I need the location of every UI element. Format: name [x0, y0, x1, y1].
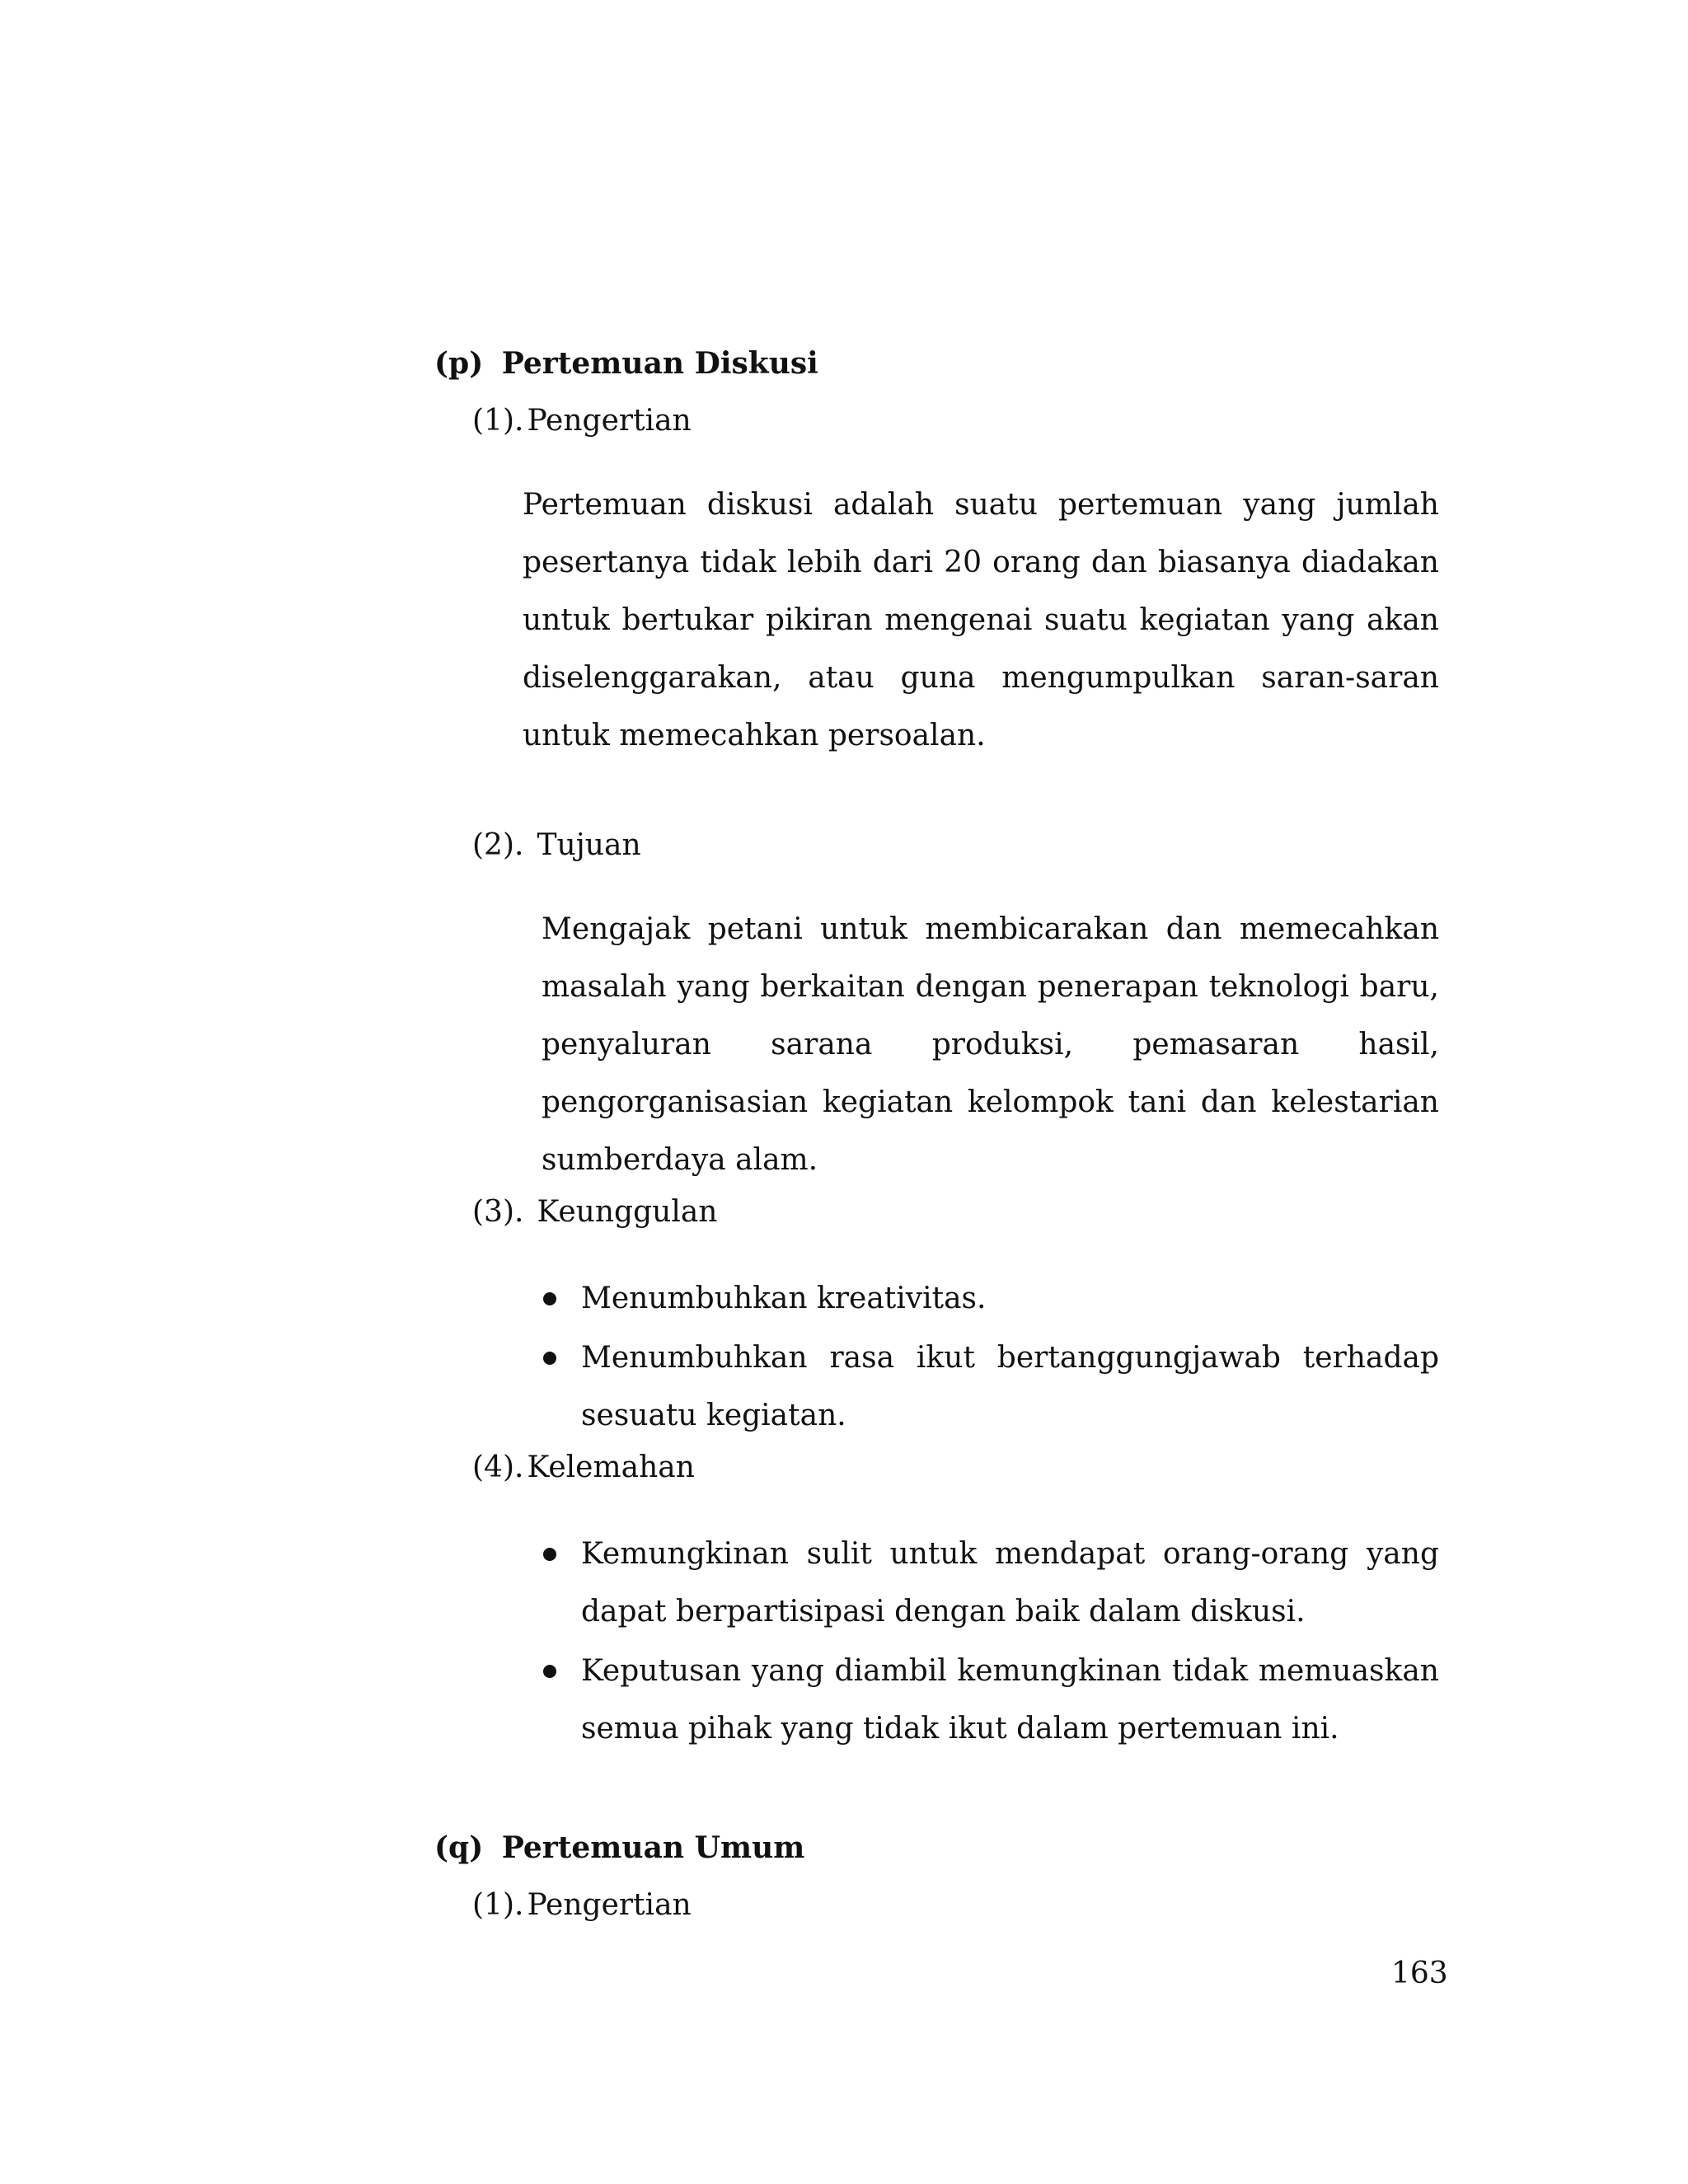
subheading-p1	[472, 404, 692, 438]
keunggulan-list	[540, 1270, 1439, 1445]
bullet-icon	[543, 1352, 556, 1365]
subheading-label: Keunggulan	[537, 1195, 718, 1229]
section-p-heading	[434, 346, 818, 381]
list-item-text: Keputusan yang diambil kemungkinan tidak memuaskan semua pihak yang tidak ikut dalam pertemuan ini.	[581, 1654, 1439, 1746]
section-p-marker: (p)	[434, 346, 484, 381]
kelemahan-list	[540, 1526, 1439, 1758]
list-item	[540, 1329, 1439, 1445]
section-q-heading	[434, 1830, 804, 1865]
paragraph-tujuan: Mengajak petani untuk membicarakan dan memecahkan masalah yang berkaitan dengan penerapan teknologi baru, penyaluran sarana produksi, pemasaran hasil, pengorganisasian kegiatan kelompok tani dan kelestarian sumberdaya alam.	[542, 912, 1439, 1177]
subheading-p4	[472, 1451, 695, 1484]
bullet-icon	[543, 1548, 556, 1561]
list-item-text: Menumbuhkan rasa ikut bertanggungjawab terhadap sesuatu kegiatan.	[581, 1341, 1439, 1432]
subheading-number: (1).	[472, 1888, 524, 1922]
list-item	[540, 1643, 1439, 1758]
list-item	[540, 1270, 1439, 1328]
section-q-marker: (q)	[434, 1830, 484, 1865]
subheading-label: Tujuan	[537, 828, 641, 862]
list-item	[540, 1526, 1439, 1641]
subheading-number: (3).	[472, 1195, 524, 1229]
subheading-label: Pengertian	[527, 1888, 692, 1922]
subheading-number: (2).	[472, 828, 524, 862]
subheading-p3	[472, 1195, 717, 1229]
list-item-text: Kemungkinan sulit untuk mendapat orang-orang yang dapat berpartisipasi dengan baik dalam diskusi.	[581, 1537, 1439, 1629]
bullet-icon	[543, 1292, 556, 1305]
subheading-number: (1).	[472, 404, 524, 438]
subheading-label: Kelemahan	[527, 1451, 695, 1484]
page-number: 163	[1391, 1957, 1448, 1990]
section-p-title: Pertemuan Diskusi	[501, 346, 818, 381]
subheading-label: Pengertian	[527, 404, 692, 438]
list-item-text: Menumbuhkan kreativitas.	[581, 1282, 987, 1315]
subheading-number: (4).	[472, 1451, 524, 1484]
section-q-title: Pertemuan Umum	[501, 1830, 805, 1865]
paragraph-pengertian: Pertemuan diskusi adalah suatu pertemuan yang jumlah pesertanya tidak lebih dari 20 orang dan biasanya diadakan untuk bertukar pikiran mengenai suatu kegiatan yang akan diselenggarakan, atau guna mengumpulkan saran-saran untuk memecahkan persoalan.	[523, 488, 1439, 752]
bullet-icon	[543, 1665, 556, 1678]
subheading-p2	[472, 828, 641, 862]
subheading-q1	[472, 1888, 692, 1922]
